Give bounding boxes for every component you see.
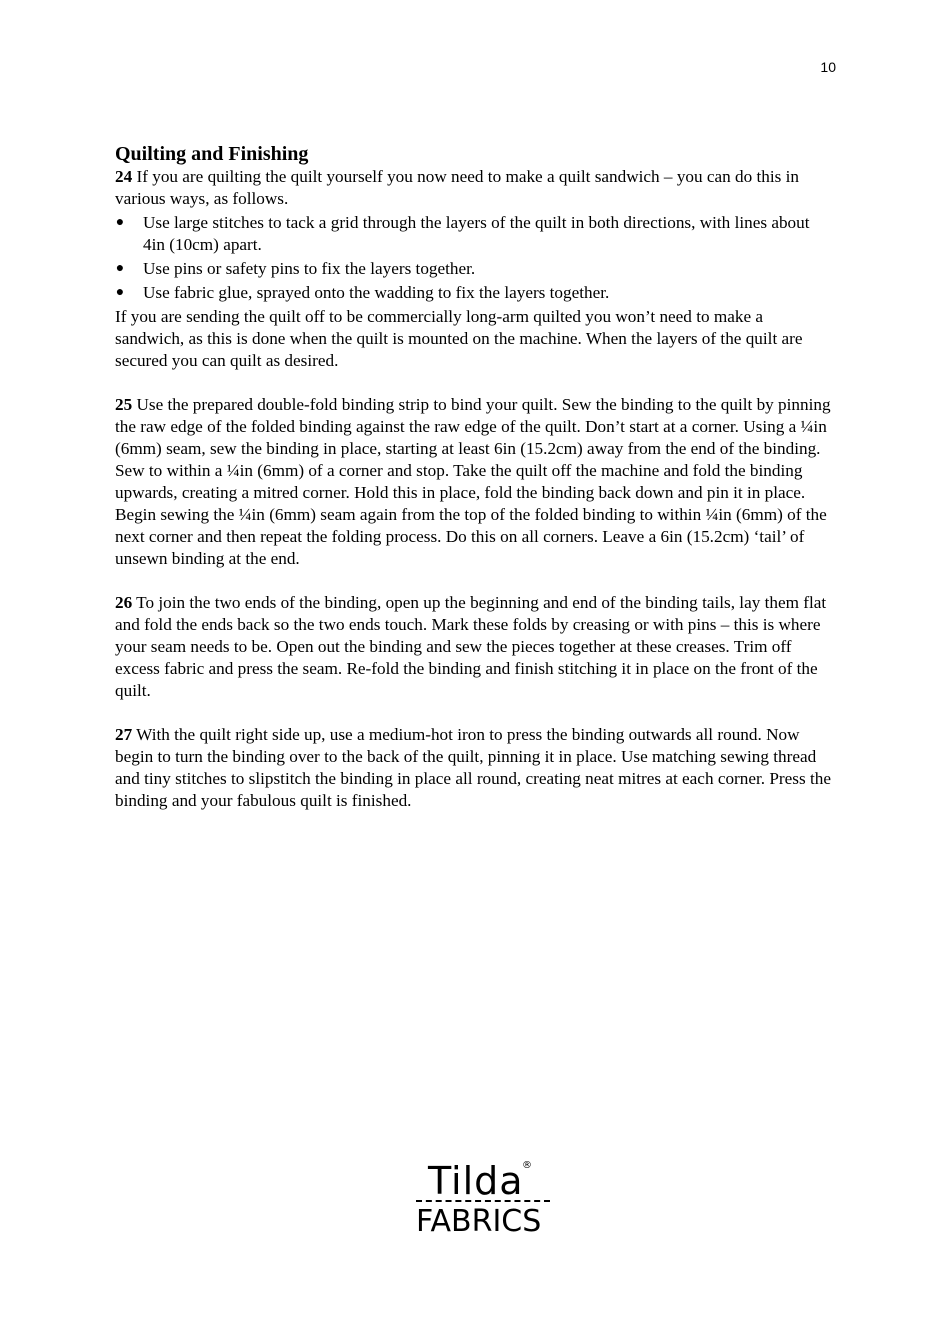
bullet-icon: ● xyxy=(115,261,125,276)
registered-mark: ® xyxy=(522,1160,532,1171)
step-27-number: 27 xyxy=(115,725,133,744)
list-item-text: Use pins or safety pins to fix the layers together. xyxy=(143,259,476,278)
list-item xyxy=(115,282,835,304)
step-25-number: 25 xyxy=(115,395,133,414)
step-26 xyxy=(115,592,835,702)
section-heading: Quilting and Finishing xyxy=(115,143,309,165)
step-24-intro xyxy=(115,166,835,210)
step-26-text: To join the two ends of the binding, open up the beginning and end of the binding tails, lay them flat and fold the ends back so the two ends touch. Mark these folds by creasing or with pins – this is where your seam needs to be. Open out the binding and sew the pieces together at these creases. Trim off excess fabric and press the seam. Re-fold the binding and finish stitching it in place on the front of the quilt. xyxy=(115,593,827,700)
step-24-after: If you are sending the quilt off to be commercially long-arm quilted you won’t need to make a sandwich, as this is done when the quilt is mounted on the machine. When the layers of the quilt are secured you can quilt as desired. xyxy=(115,307,803,370)
step-25-text: Use the prepared double-fold binding strip to bind your quilt. Sew the binding to the quilt by pinning the raw edge of the folded binding against the raw edge of the quilt. Don’t start at a corner. Using a ¼in (6mm) seam, sew the binding in place, starting at least 6in (15.2cm) away from the end of the binding. Sew to within a ¼in (6mm) of a corner and stop. Take the quilt off the machine and fold the binding upwards, creating a mitred corner. Hold this in place, fold the binding back down and pin it in place. Begin sewing the ¼in (6mm) seam again from the top of the folded binding to within ¼in (6mm) of the next corner and then repeat the folding process. Do this on all corners. Leave a 6in (15.2cm) ‘tail’ of unsewn binding at the end. xyxy=(115,395,831,568)
list-item-text: Use large stitches to tack a grid through the layers of the quilt in both directions, with lines about 4in (10cm) apart. xyxy=(143,213,810,254)
step-24 xyxy=(115,166,835,372)
step-24-text: If you are quilting the quilt yourself you now need to make a quilt sandwich – you can do this in various ways, as follows. xyxy=(115,167,800,208)
step-25 xyxy=(115,394,835,570)
step-26-number: 26 xyxy=(115,593,133,612)
tilda-fabrics-logo xyxy=(412,1160,552,1242)
step-24-number: 24 xyxy=(115,167,133,186)
bullet-icon: ● xyxy=(115,285,125,300)
step-27-text: With the quilt right side up, use a medium-hot iron to press the binding outwards all round. Now begin to turn the binding over to the back of the quilt, pinning it in place. Use matching sewing thread and tiny stitches to slipstitch the binding in place all round, creating neat mitres at each corner. Press the binding and your fabulous quilt is finished. xyxy=(115,725,831,810)
list-item-text: Use fabric glue, sprayed onto the wadding to fix the layers together. xyxy=(143,283,610,302)
step-24-bullet-list xyxy=(115,212,835,304)
document-body xyxy=(115,142,835,812)
logo-subtitle: FABRICS xyxy=(416,1204,542,1239)
list-item xyxy=(115,258,835,280)
page-number: 10 xyxy=(820,59,836,75)
logo-word: Tilda xyxy=(428,1159,524,1203)
step-27 xyxy=(115,724,835,812)
bullet-icon: ● xyxy=(115,215,125,230)
list-item xyxy=(115,212,835,256)
logo-dashed-line xyxy=(416,1200,550,1202)
